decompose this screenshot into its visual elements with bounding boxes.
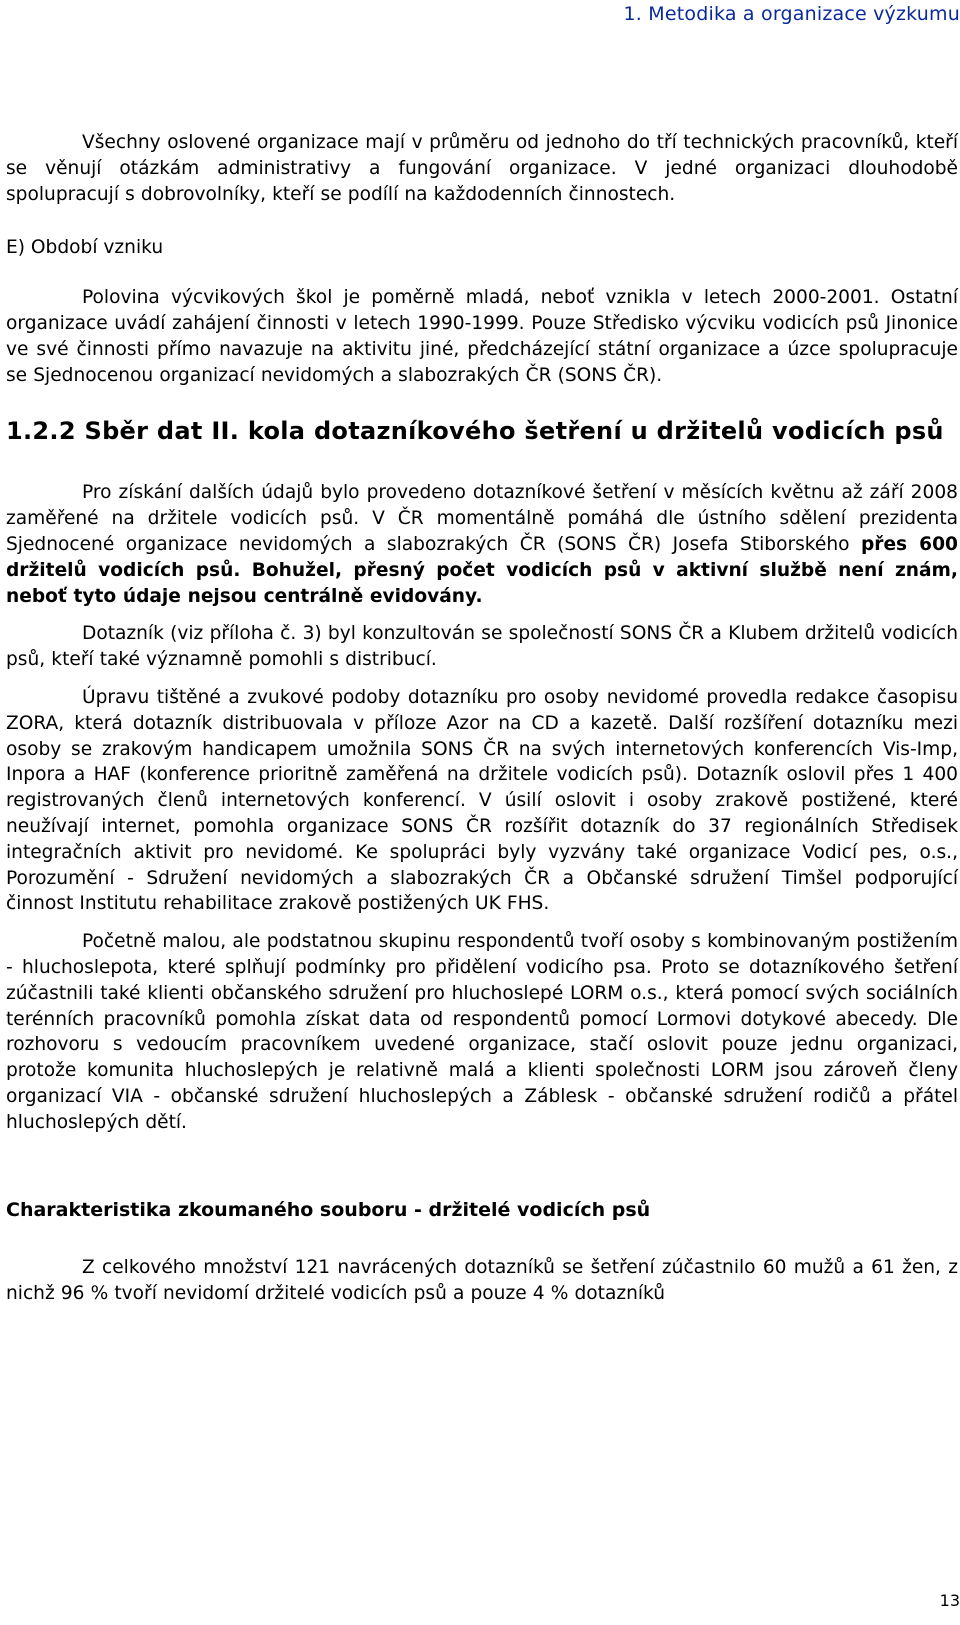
paragraph-deafblind: Početně malou, ale podstatnou skupinu respondentů tvoří osoby s kombinovaným postižením - hluchoslepota, které splňují podmínky pro přidělení vodicího psa. Proto se dotazníkového šetření zúčastnili také klienti občanského sdružení pro hluchoslepé LORM o.s., která pomocí svých sociálních terénních pracovníků pomohla získat data od respondentů pomocí Lormovi dotykové abecedy. Dle rozhovoru s vedoucím pracovníkem uvedené organizace, stačí oslovit pouze jednu organizaci, protože komunita hluchoslepých je relativně malá a klienti společnosti LORM jsou zároveň členy organizací VIA - občanské sdružení hluchoslepých a Záblesk - občanské sdružení rodičů a přátel hluchoslepých dětí. — [6, 931, 958, 1133]
paragraph-survey-intro-text: Pro získání dalších údajů bylo provedeno dotazníkové šetření v měsících květnu až září 2008 zaměřené na držitele vodicích psů. V ČR momentálně pomáhá dle ústního sdělení prezidenta Sjednocené organizace nevidomých a slabozrakých ČR (SONS ČR) Josefa Stiborského — [6, 482, 958, 555]
section-heading-data-collection: 1.2.2 Sběr dat II. kola dotazníkového šetření u držitelů vodicích psů — [6, 417, 944, 446]
paragraph-distribution: Úpravu tištěné a zvukové podoby dotazníku pro osoby nevidomé provedla redakce časopisu ZORA, která dotazník distribuovala v příloze Azor na CD a kazetě. Další rozšíření dotazníku mezi osoby se zrakovým handicapem umožnila SONS ČR na svých internetových konferencích Vis-Imp, Inpora a HAF (konference prioritně zaměřená na držitele vodicích psů). Dotazník oslovil přes 1 400 registrovaných členů internetových konferencí. V úsilí oslovit i osoby zrakově postižené, které neužívají internet, pomohla organizace SONS ČR rozšířit dotazník do 37 regionálních Středisek integračních aktivit pro nevidomé. Ke spolupráci byly vyzvány také organizace Vodicí pes, o.s., Porozumění - Sdružení nevidomých a slabozrakých ČR a Občanské sdružení Timšel podporující činnost Institutu rehabilitace zrakově postižených UK FHS. — [6, 686, 958, 915]
paragraph-survey-intro — [6, 480, 958, 609]
paragraph-founding: Polovina výcvikových škol je poměrně mladá, neboť vznikla v letech 2000-2001. Ostatní organizace uvádí zahájení činnosti v letech 1990-1999. Pouze Středisko výcviku vodicích psů Jinonice ve své činnosti přímo navazuje na aktivitu jiné, předcházející státní organizace a úzce spolupracuje se Sjednocenou organizací nevidomých a slabozrakých ČR (SONS ČR). — [6, 287, 958, 386]
paragraph-sample: Z celkového množství 121 navrácených dotazníků se šetření zúčastnilo 60 mužů a 61 žen, z nichž 96 % tvoří nevidomí držitelé vodicích psů a pouze 4 % dotazníků — [6, 1257, 958, 1305]
running-header: 1. Metodika a organizace výzkumu — [623, 3, 960, 25]
paragraph-survey-intro-bold: přes 600 držitelů vodicích psů. Bohužel, přesný počet vodicích psů v aktivní službě není znám, neboť tyto údaje nejsou centrálně evidovány. — [6, 533, 958, 607]
subheading-founding-period: E) Období vzniku — [6, 237, 164, 259]
paragraph-questionnaire: Dotazník (viz příloha č. 3) byl konzultován se společností SONS ČR a Klubem držitelů vodicích psů, kteří také významně pomohli s distribucí. — [6, 623, 958, 671]
paragraph-staff: Všechny oslovené organizace mají v průměru od jednoho do tří technických pracovníků, kteří se věnují otázkám administrativy a fungování organizace. V jedné organizaci dlouhodobě spolupracují s dobrovolníky, kteří se podílí na každodenních činnostech. — [6, 132, 958, 205]
page-number: 13 — [939, 1591, 960, 1610]
section-heading-sample: Charakteristika zkoumaného souboru - držitelé vodicích psů — [6, 1198, 651, 1221]
page-body — [6, 130, 958, 1307]
